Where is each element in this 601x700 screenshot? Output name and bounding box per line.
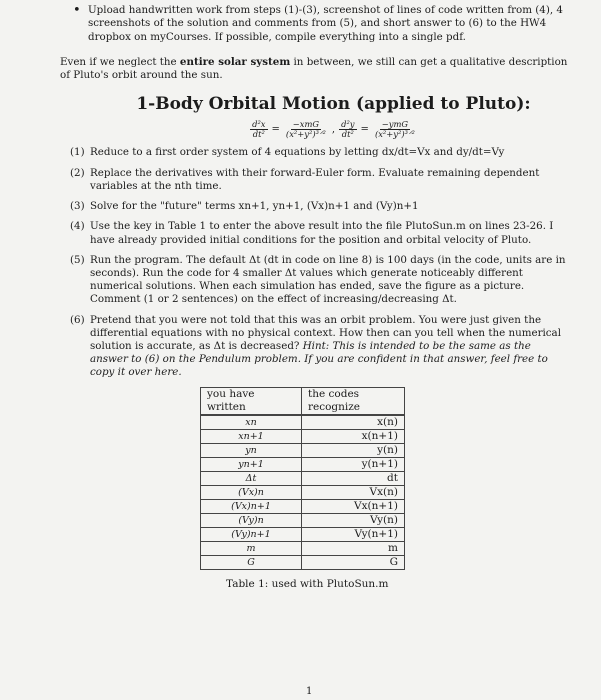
- section-title: 1-Body Orbital Motion (applied to Pluto):: [136, 94, 531, 115]
- eq2-rhs: [373, 120, 417, 139]
- eq2-lhs-num: d²y: [341, 118, 355, 129]
- cell-code: Vx(n+1): [302, 499, 405, 513]
- eq1-equals: =: [271, 123, 280, 135]
- table-row: [201, 457, 405, 471]
- step-number: (2): [70, 166, 85, 179]
- step-text: Use the key in Table 1 to enter the above result into the file PlutoSun.m on lines 23-26. I have already provided initial conditions for the position and orbital velocity of Pluto.: [90, 220, 554, 246]
- table-row: [201, 555, 405, 569]
- eq1-rhs-num: −xmG: [292, 118, 320, 129]
- instructions-bullet: [56, 0, 571, 44]
- equations: [56, 116, 571, 142]
- cell-written: xn+1: [201, 429, 302, 443]
- step-4: [70, 220, 571, 246]
- step-number: (1): [70, 146, 85, 159]
- intro-after: in between, we still can get a qualitative description of Pluto's orbit around the sun.: [60, 55, 568, 82]
- cell-code: x(n): [302, 415, 405, 430]
- cell-written: (Vx)n+1: [201, 499, 302, 513]
- eq2-equals: =: [360, 123, 369, 135]
- cell-written: (Vx)n: [201, 485, 302, 499]
- table-row: [201, 443, 405, 457]
- intro-paragraph: [56, 56, 571, 83]
- cell-code: Vy(n+1): [302, 527, 405, 541]
- step-2: [70, 167, 571, 193]
- step-number: (3): [70, 200, 85, 213]
- cell-code: x(n+1): [302, 429, 405, 443]
- cell-written: (Vy)n+1: [201, 527, 302, 541]
- step-3: [70, 200, 571, 213]
- cell-code: m: [302, 541, 405, 555]
- steps-list: [56, 146, 571, 379]
- cell-written: G: [201, 555, 302, 569]
- table-row: [201, 499, 405, 513]
- intro-bold: entire solar system: [179, 55, 291, 68]
- step-text: Solve for the "future" terms xn+1, yn+1, (Vx)n+1 and (Vy)n+1: [90, 200, 419, 213]
- eq2-lhs-den: dt²: [341, 128, 354, 139]
- cell-code: y(n): [302, 443, 405, 457]
- step-number: (4): [70, 220, 85, 233]
- bullet-mark: •: [73, 3, 81, 18]
- cell-written: Δt: [201, 471, 302, 485]
- eq2-rhs-den: (x²+y²)³ᐟ²: [374, 128, 415, 139]
- table-header-codes: the codes recognize: [302, 387, 405, 415]
- table-header-written: you have written: [201, 387, 302, 415]
- eq1-lhs-den: dt²: [252, 128, 265, 139]
- table-row: [201, 513, 405, 527]
- cell-code: Vy(n): [302, 513, 405, 527]
- eq1-lhs-num: d²x: [252, 118, 266, 129]
- table-row: [201, 541, 405, 555]
- table-row: [201, 527, 405, 541]
- eq1-rhs: [284, 120, 328, 139]
- eq2-rhs-num: −ymG: [381, 118, 409, 129]
- cell-code: y(n+1): [302, 457, 405, 471]
- variable-key-table: [200, 387, 405, 570]
- step-5: [70, 254, 571, 307]
- cell-written: xn: [201, 415, 302, 430]
- step-text: Pretend that you were not told that this was an orbit problem. You were just given the differential equations with no physical context. How then can you tell when the numerical solution is accurate, as Δt is decreased?: [90, 313, 561, 352]
- table-row: [201, 485, 405, 499]
- step-text: Replace the derivatives with their forward-Euler form. Evaluate remaining dependent variables at the nth time.: [90, 166, 540, 192]
- step-6: [70, 314, 571, 380]
- cell-code: G: [302, 555, 405, 569]
- eq-separator: ,: [331, 123, 336, 135]
- table-row: [201, 415, 405, 430]
- table-row: [201, 429, 405, 443]
- cell-written: m: [201, 541, 302, 555]
- cell-written: (Vy)n: [201, 513, 302, 527]
- step-hint: Hint: This is intended to be the same as the answer to (6) on the Pendulum problem. If you are confident in that answer, feel free to copy it over here.: [90, 339, 548, 379]
- step-1: [70, 146, 571, 159]
- eq2-lhs: [339, 120, 356, 139]
- eq1-rhs-den: (x²+y²)³ᐟ²: [285, 128, 326, 139]
- page-number: 1: [306, 686, 313, 697]
- cell-written: yn+1: [201, 457, 302, 471]
- table-header-row: [201, 387, 405, 415]
- cell-code: dt: [302, 471, 405, 485]
- cell-written: yn: [201, 443, 302, 457]
- step-text: Reduce to a first order system of 4 equations by letting dx/dt=Vx and dy/dt=Vy: [90, 146, 505, 159]
- step-text: Run the program. The default Δt (dt in code on line 8) is 100 days (in the code, units are in seconds). Run the code for 4 smaller Δt values which generate noticeably different numerical solutions. When each simulation has ended, save the figure as a picture. Comment (1 or 2 sentences) on the effect of increasing/decreasing Δt.: [90, 253, 566, 306]
- table-row: [201, 471, 405, 485]
- bullet-text: Upload handwritten work from steps (1)-(3), screenshot of lines of code written from (4), 4 screenshots of the solution and comments from (5), and short answer to (6) to the HW4 dropbox on myCourses. If possible, compile everything into a single pdf.: [88, 4, 563, 43]
- step-number: (5): [70, 253, 85, 266]
- intro-before: Even if we neglect the: [60, 55, 180, 68]
- cell-code: Vx(n): [302, 485, 405, 499]
- eq1-lhs: [250, 120, 267, 139]
- step-number: (6): [70, 313, 85, 326]
- table-caption: Table 1: used with PlutoSun.m: [226, 577, 389, 590]
